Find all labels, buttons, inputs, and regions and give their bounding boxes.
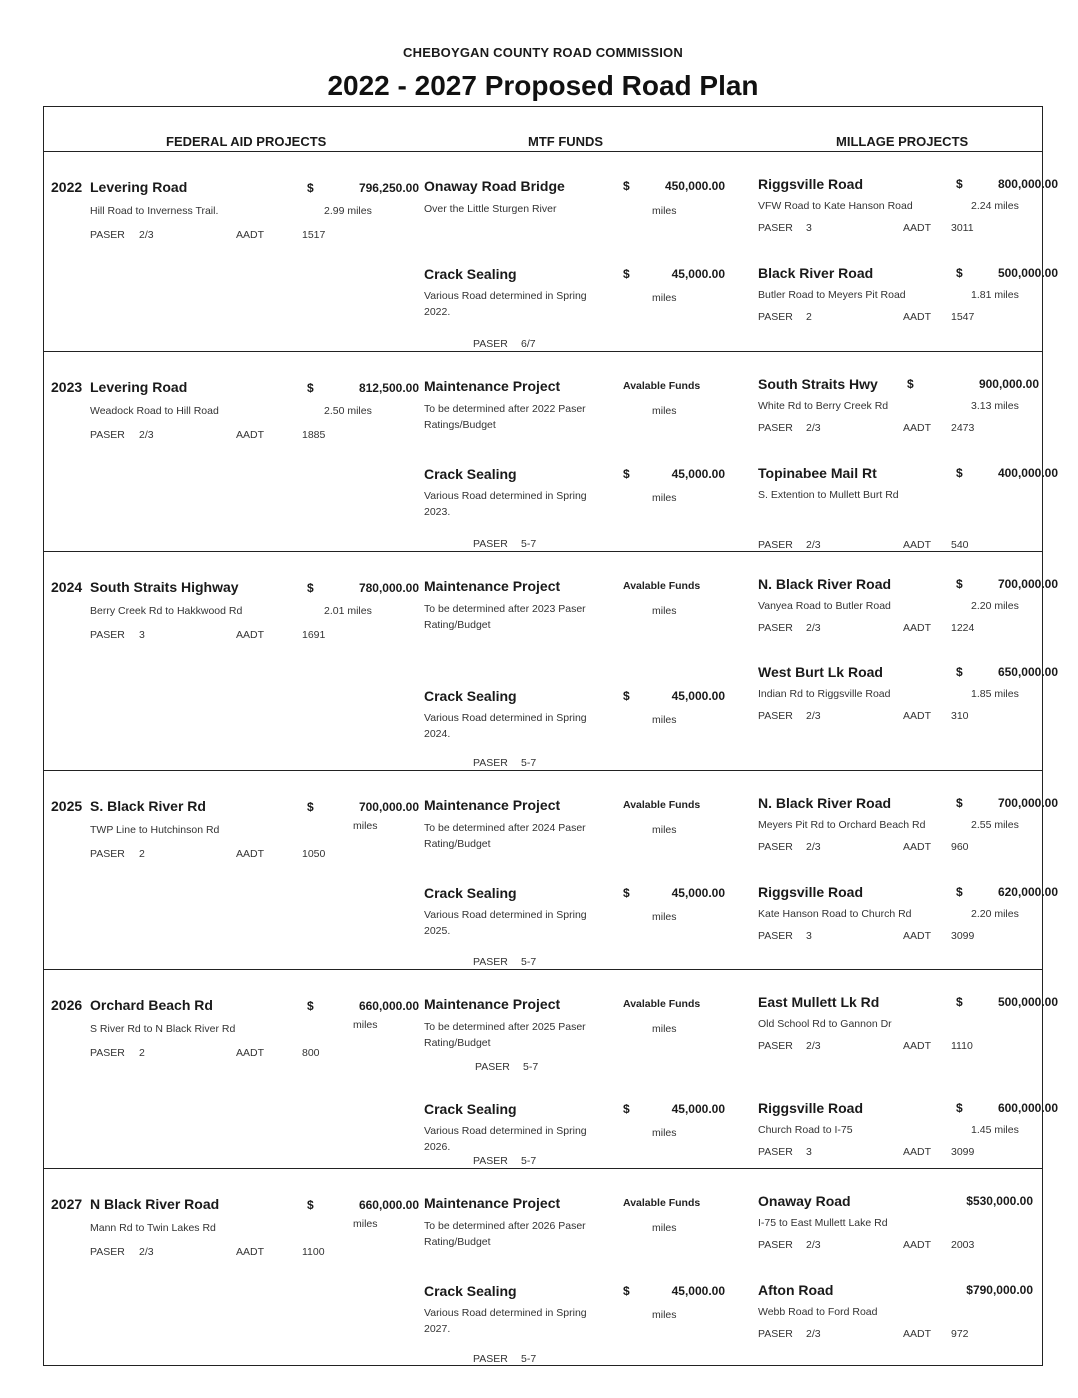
year-row-2026 [43, 969, 1058, 1168]
millage-project-1-aadt-value: 3011 [951, 222, 974, 234]
federal-paser-label: PASER [90, 629, 125, 641]
crack-sealing-name: Crack Sealing [424, 1101, 517, 1117]
millage-project-2-paser-label: PASER [758, 1328, 793, 1340]
millage-project-2-aadt-label: AADT [903, 1146, 932, 1158]
row-divider [43, 770, 1043, 771]
millage-project-1-dollar-sign: $ [956, 796, 963, 810]
federal-project-from-to: Mann Rd to Twin Lakes Rd [90, 1222, 216, 1234]
crack-sealing-dollar-sign: $ [623, 267, 630, 281]
millage-project-1-amount: 900,000.00 [978, 377, 1039, 391]
millage-project-1-amount: 500,000.00 [997, 995, 1058, 1009]
millage-project-2-amount: 620,000.00 [997, 885, 1058, 899]
millage-project-2-paser-label: PASER [758, 311, 793, 323]
federal-paser-label: PASER [90, 229, 125, 241]
millage-project-1-from-to: Meyers Pit Rd to Orchard Beach Rd [758, 819, 926, 831]
federal-aadt-value: 1050 [302, 848, 326, 860]
mtf-project-miles-label: miles [652, 824, 677, 836]
millage-project-2-paser-value: 2 [806, 311, 812, 323]
federal-project-from-to: Berry Creek Rd to Hakkwood Rd [90, 605, 243, 617]
header-federal-aid: FEDERAL AID PROJECTS [166, 134, 327, 149]
crack-sealing-dollar-sign: $ [623, 886, 630, 900]
crack-sealing-description: Various Road determined in Spring 2022. [424, 290, 587, 318]
millage-project-1-from-to: I-75 to East Mullett Lake Rd [758, 1217, 888, 1229]
millage-project-2-name: Topinabee Mail Rt [758, 465, 877, 481]
federal-aadt-label: AADT [236, 1246, 265, 1258]
federal-project-dollar-sign: $ [307, 581, 314, 595]
millage-project-1-name: Riggsville Road [758, 176, 864, 192]
millage-project-1-paser-label: PASER [758, 1040, 793, 1052]
federal-aadt-label: AADT [236, 848, 265, 860]
federal-project-from-to: Hill Road to Inverness Trail. [90, 205, 219, 217]
crack-sealing-description: Various Road determined in Spring 2025. [424, 909, 587, 937]
millage-project-1-dollar-sign: $ [907, 377, 914, 391]
millage-project-2-aadt-value: 540 [951, 539, 969, 551]
millage-project-2-from-to: Webb Road to Ford Road [758, 1306, 878, 1318]
row-divider [43, 1168, 1043, 1169]
federal-project-miles: 2.01 miles [324, 605, 372, 617]
millage-project-2-aadt-label: AADT [903, 539, 932, 551]
millage-project-1-paser-value: 2/3 [806, 622, 821, 634]
federal-aadt-label: AADT [236, 229, 265, 241]
millage-project-1-aadt-value: 2003 [951, 1239, 975, 1251]
crack-sealing-miles-label: miles [652, 1309, 677, 1321]
header-mtf-funds: MTF FUNDS [528, 134, 604, 149]
mtf-project-name: Maintenance Project [424, 578, 561, 594]
crack-sealing-paser-label: PASER [473, 338, 508, 350]
millage-project-2-paser-label: PASER [758, 1146, 793, 1158]
mtf-project-miles-label: miles [652, 1023, 677, 1035]
crack-sealing-amount: 45,000.00 [671, 886, 725, 900]
federal-paser-value: 2 [139, 1047, 145, 1059]
millage-project-2-aadt-label: AADT [903, 710, 932, 722]
millage-project-1-miles: 2.55 miles [971, 819, 1019, 831]
millage-project-2-aadt-label: AADT [903, 1328, 932, 1340]
organization-name: CHEBOYGAN COUNTY ROAD COMMISSION [403, 45, 683, 60]
millage-project-2-name: Black River Road [758, 265, 874, 281]
millage-project-2-amount: 600,000.00 [997, 1101, 1058, 1115]
mtf-project-description: To be determined after 2026 Paser Rating/Budget [424, 1220, 586, 1248]
mtf-project-paser-value: 5-7 [523, 1061, 539, 1073]
millage-project-1-aadt-value: 960 [951, 841, 969, 853]
millage-project-2-aadt-label: AADT [903, 930, 932, 942]
federal-paser-value: 2/3 [139, 1246, 154, 1258]
crack-sealing-description: Various Road determined in Spring 2023. [424, 490, 587, 518]
crack-sealing-dollar-sign: $ [623, 1102, 630, 1116]
mtf-project-miles-label: miles [652, 205, 677, 217]
federal-project-amount: 780,000.00 [358, 581, 419, 595]
mtf-available-funds: Avalable Funds [623, 380, 701, 392]
header-millage: MILLAGE PROJECTS [836, 134, 969, 149]
mtf-available-funds: Avalable Funds [623, 580, 701, 592]
millage-project-1-aadt-label: AADT [903, 422, 932, 434]
year-row-2023 [43, 351, 1058, 551]
federal-aadt-value: 800 [302, 1047, 320, 1059]
federal-paser-label: PASER [90, 429, 125, 441]
millage-project-1-aadt-label: AADT [903, 222, 932, 234]
millage-project-1-amount: 700,000.00 [997, 796, 1058, 810]
millage-project-1-name: South Straits Hwy [758, 376, 878, 392]
millage-project-1-from-to: White Rd to Berry Creek Rd [758, 400, 889, 412]
millage-project-1-paser-value: 2/3 [806, 841, 821, 853]
federal-paser-value: 3 [139, 629, 145, 641]
federal-project-dollar-sign: $ [307, 381, 314, 395]
millage-project-1-miles: 3.13 miles [971, 400, 1019, 412]
millage-project-1-aadt-label: AADT [903, 841, 932, 853]
crack-sealing-miles-label: miles [652, 911, 677, 923]
millage-project-1-amount: $530,000.00 [966, 1194, 1033, 1208]
crack-sealing-dollar-sign: $ [623, 689, 630, 703]
millage-project-2-amount: $790,000.00 [966, 1283, 1033, 1297]
federal-paser-label: PASER [90, 1047, 125, 1059]
millage-project-2-miles: 1.85 miles [971, 688, 1019, 700]
crack-sealing-paser-value: 5-7 [521, 956, 537, 968]
millage-project-1-paser-value: 2/3 [806, 1040, 821, 1052]
millage-project-2-name: West Burt Lk Road [758, 664, 883, 680]
mtf-project-description: To be determined after 2024 Paser Rating/Budget [424, 822, 586, 850]
federal-project-amount: 796,250.00 [358, 181, 419, 195]
mtf-available-funds: Avalable Funds [623, 799, 701, 811]
millage-project-2-aadt-value: 3099 [951, 1146, 975, 1158]
federal-project-miles-label: miles [353, 1019, 378, 1031]
crack-sealing-description: Various Road determined in Spring 2024. [424, 712, 587, 740]
row-divider [43, 551, 1043, 552]
mtf-project-name: Maintenance Project [424, 1195, 561, 1211]
crack-sealing-amount: 45,000.00 [671, 1284, 725, 1298]
millage-project-1-from-to: Vanyea Road to Butler Road [758, 600, 891, 612]
federal-aadt-value: 1885 [302, 429, 326, 441]
millage-project-2-from-to: Butler Road to Meyers Pit Road [758, 289, 906, 301]
crack-sealing-paser-label: PASER [473, 1353, 508, 1365]
millage-project-2-paser-value: 3 [806, 930, 812, 942]
crack-sealing-amount: 45,000.00 [671, 1102, 725, 1116]
millage-project-1-amount: 700,000.00 [997, 577, 1058, 591]
federal-project-amount: 660,000.00 [358, 999, 419, 1013]
page-title: 2022 - 2027 Proposed Road Plan [327, 70, 759, 101]
millage-project-2-from-to: Indian Rd to Riggsville Road [758, 688, 891, 700]
millage-project-1-aadt-value: 1110 [951, 1040, 973, 1052]
mtf-project-miles-label: miles [652, 605, 677, 617]
federal-project-miles: 2.99 miles [324, 205, 372, 217]
crack-sealing-miles-label: miles [652, 492, 677, 504]
federal-paser-value: 2/3 [139, 429, 154, 441]
crack-sealing-miles-label: miles [652, 714, 677, 726]
mtf-project-description: Over the Little Sturgen River [424, 203, 557, 215]
millage-project-2-from-to: Kate Hanson Road to Church Rd [758, 908, 912, 920]
federal-project-amount: 812,500.00 [358, 381, 419, 395]
federal-project-dollar-sign: $ [307, 800, 314, 814]
millage-project-1-dollar-sign: $ [956, 177, 963, 191]
millage-project-2-aadt-value: 1547 [951, 311, 975, 323]
millage-project-2-miles: 2.20 miles [971, 908, 1019, 920]
millage-project-1-amount: 800,000.00 [997, 177, 1058, 191]
mtf-project-description: To be determined after 2022 Paser Ratings/Budget [424, 403, 586, 431]
millage-project-1-paser-label: PASER [758, 222, 793, 234]
millage-project-1-paser-label: PASER [758, 841, 793, 853]
federal-project-year: 2027 [51, 1196, 83, 1212]
federal-project-year: 2022 [51, 179, 83, 195]
federal-project-dollar-sign: $ [307, 999, 314, 1013]
millage-project-2-amount: 650,000.00 [997, 665, 1058, 679]
mtf-project-name: Maintenance Project [424, 996, 561, 1012]
crack-sealing-name: Crack Sealing [424, 885, 517, 901]
mtf-available-funds: Avalable Funds [623, 1197, 701, 1209]
row-divider [43, 151, 1043, 152]
millage-project-1-paser-value: 3 [806, 222, 812, 234]
millage-project-2-paser-label: PASER [758, 710, 793, 722]
crack-sealing-dollar-sign: $ [623, 1284, 630, 1298]
millage-project-2-aadt-value: 3099 [951, 930, 975, 942]
millage-project-2-name: Afton Road [758, 1282, 834, 1298]
millage-project-1-name: N. Black River Road [758, 576, 892, 592]
mtf-project-description: To be determined after 2025 Paser Rating/Budget [424, 1021, 586, 1049]
millage-project-2-aadt-label: AADT [903, 311, 932, 323]
federal-aadt-value: 1100 [302, 1246, 325, 1258]
millage-project-2-dollar-sign: $ [956, 885, 963, 899]
mtf-project-paser-label: PASER [475, 1061, 510, 1073]
millage-project-1-paser-label: PASER [758, 622, 793, 634]
millage-project-1-aadt-label: AADT [903, 622, 932, 634]
federal-project-name: N Black River Road [90, 1196, 220, 1212]
federal-project-miles: 2.50 miles [324, 405, 372, 417]
crack-sealing-name: Crack Sealing [424, 466, 517, 482]
millage-project-2-miles: 1.45 miles [971, 1124, 1019, 1136]
millage-project-1-name: Onaway Road [758, 1193, 851, 1209]
millage-project-2-paser-value: 3 [806, 1146, 812, 1158]
federal-project-miles-label: miles [353, 1218, 378, 1230]
crack-sealing-name: Crack Sealing [424, 266, 517, 282]
federal-paser-value: 2 [139, 848, 145, 860]
federal-aadt-value: 1517 [302, 229, 326, 241]
millage-project-1-aadt-value: 2473 [951, 422, 975, 434]
row-divider [43, 969, 1043, 970]
millage-project-2-aadt-value: 310 [951, 710, 969, 722]
federal-project-dollar-sign: $ [307, 181, 314, 195]
year-row-2022 [43, 151, 1058, 351]
federal-aadt-label: AADT [236, 629, 265, 641]
millage-project-2-miles: 1.81 miles [971, 289, 1019, 301]
federal-project-from-to: Weadock Road to Hill Road [90, 405, 219, 417]
crack-sealing-paser-label: PASER [473, 757, 508, 769]
federal-project-year: 2023 [51, 379, 83, 395]
millage-project-1-name: N. Black River Road [758, 795, 892, 811]
crack-sealing-name: Crack Sealing [424, 1283, 517, 1299]
federal-project-year: 2026 [51, 997, 83, 1013]
federal-project-name: South Straits Highway [90, 579, 239, 595]
mtf-project-description: To be determined after 2023 Paser Rating/Budget [424, 603, 586, 631]
crack-sealing-paser-label: PASER [473, 956, 508, 968]
federal-project-year: 2024 [51, 579, 83, 595]
crack-sealing-amount: 45,000.00 [671, 467, 725, 481]
millage-project-1-paser-label: PASER [758, 1239, 793, 1251]
millage-project-2-paser-value: 2/3 [806, 1328, 821, 1340]
millage-project-1-aadt-label: AADT [903, 1239, 932, 1251]
millage-project-2-amount: 500,000.00 [997, 266, 1058, 280]
mtf-available-funds: Avalable Funds [623, 998, 701, 1010]
millage-project-2-paser-label: PASER [758, 539, 793, 551]
row-divider [43, 351, 1043, 352]
millage-project-1-paser-label: PASER [758, 422, 793, 434]
crack-sealing-paser-value: 6/7 [521, 338, 536, 350]
year-row-2027 [43, 1168, 1043, 1366]
millage-project-2-dollar-sign: $ [956, 1101, 963, 1115]
millage-project-1-paser-value: 2/3 [806, 1239, 821, 1251]
mtf-project-name: Onaway Road Bridge [424, 178, 565, 194]
mtf-project-dollar-sign: $ [623, 179, 630, 193]
millage-project-2-dollar-sign: $ [956, 665, 963, 679]
millage-project-1-from-to: Old School Rd to Gannon Dr [758, 1018, 892, 1030]
federal-aadt-value: 1691 [302, 629, 326, 641]
federal-paser-label: PASER [90, 1246, 125, 1258]
millage-project-1-miles: 2.20 miles [971, 600, 1019, 612]
crack-sealing-paser-value: 5-7 [521, 757, 537, 769]
millage-project-1-paser-value: 2/3 [806, 422, 821, 434]
crack-sealing-amount: 45,000.00 [671, 689, 725, 703]
federal-paser-label: PASER [90, 848, 125, 860]
millage-project-1-dollar-sign: $ [956, 577, 963, 591]
crack-sealing-miles-label: miles [652, 1127, 677, 1139]
mtf-project-name: Maintenance Project [424, 797, 561, 813]
federal-project-year: 2025 [51, 798, 83, 814]
millage-project-1-aadt-label: AADT [903, 1040, 932, 1052]
mtf-project-name: Maintenance Project [424, 378, 561, 394]
millage-project-2-amount: 400,000.00 [997, 466, 1058, 480]
crack-sealing-paser-label: PASER [473, 538, 508, 550]
year-row-2025 [43, 770, 1058, 969]
federal-aadt-label: AADT [236, 1047, 265, 1059]
federal-project-dollar-sign: $ [307, 1198, 314, 1212]
year-row-2024 [43, 551, 1058, 770]
millage-project-2-dollar-sign: $ [956, 266, 963, 280]
crack-sealing-paser-value: 5-7 [521, 538, 537, 550]
millage-project-1-dollar-sign: $ [956, 995, 963, 1009]
crack-sealing-description: Various Road determined in Spring 2027. [424, 1307, 587, 1335]
millage-project-2-paser-value: 2/3 [806, 539, 821, 551]
mtf-project-miles-label: miles [652, 405, 677, 417]
millage-project-2-paser-value: 2/3 [806, 710, 821, 722]
millage-project-2-aadt-value: 972 [951, 1328, 969, 1340]
millage-project-1-aadt-value: 1224 [951, 622, 975, 634]
crack-sealing-paser-label: PASER [473, 1155, 508, 1167]
millage-project-1-name: East Mullett Lk Rd [758, 994, 880, 1010]
millage-project-1-miles: 2.24 miles [971, 200, 1019, 212]
millage-project-2-from-to: Church Road to I-75 [758, 1124, 853, 1136]
federal-project-name: Orchard Beach Rd [90, 997, 213, 1013]
federal-project-from-to: TWP Line to Hutchinson Rd [90, 824, 220, 836]
millage-project-2-from-to: S. Extention to Mullett Burt Rd [758, 489, 899, 501]
federal-project-amount: 700,000.00 [358, 800, 419, 814]
mtf-project-amount: 450,000.00 [664, 179, 725, 193]
federal-project-name: Levering Road [90, 179, 188, 195]
federal-aadt-label: AADT [236, 429, 265, 441]
crack-sealing-miles-label: miles [652, 292, 677, 304]
millage-project-2-name: Riggsville Road [758, 1100, 864, 1116]
crack-sealing-paser-value: 5-7 [521, 1155, 537, 1167]
millage-project-1-from-to: VFW Road to Kate Hanson Road [758, 200, 913, 212]
federal-paser-value: 2/3 [139, 229, 154, 241]
crack-sealing-amount: 45,000.00 [671, 267, 725, 281]
crack-sealing-name: Crack Sealing [424, 688, 517, 704]
federal-project-miles-label: miles [353, 820, 378, 832]
millage-project-2-name: Riggsville Road [758, 884, 864, 900]
crack-sealing-paser-value: 5-7 [521, 1353, 537, 1365]
federal-project-name: S. Black River Rd [90, 798, 206, 814]
federal-project-name: Levering Road [90, 379, 188, 395]
crack-sealing-dollar-sign: $ [623, 467, 630, 481]
mtf-project-miles-label: miles [652, 1222, 677, 1234]
millage-project-2-paser-label: PASER [758, 930, 793, 942]
millage-project-2-dollar-sign: $ [956, 466, 963, 480]
federal-project-from-to: S River Rd to N Black River Rd [90, 1023, 236, 1035]
federal-project-amount: 660,000.00 [358, 1198, 419, 1212]
crack-sealing-description: Various Road determined in Spring 2026. [424, 1125, 587, 1153]
